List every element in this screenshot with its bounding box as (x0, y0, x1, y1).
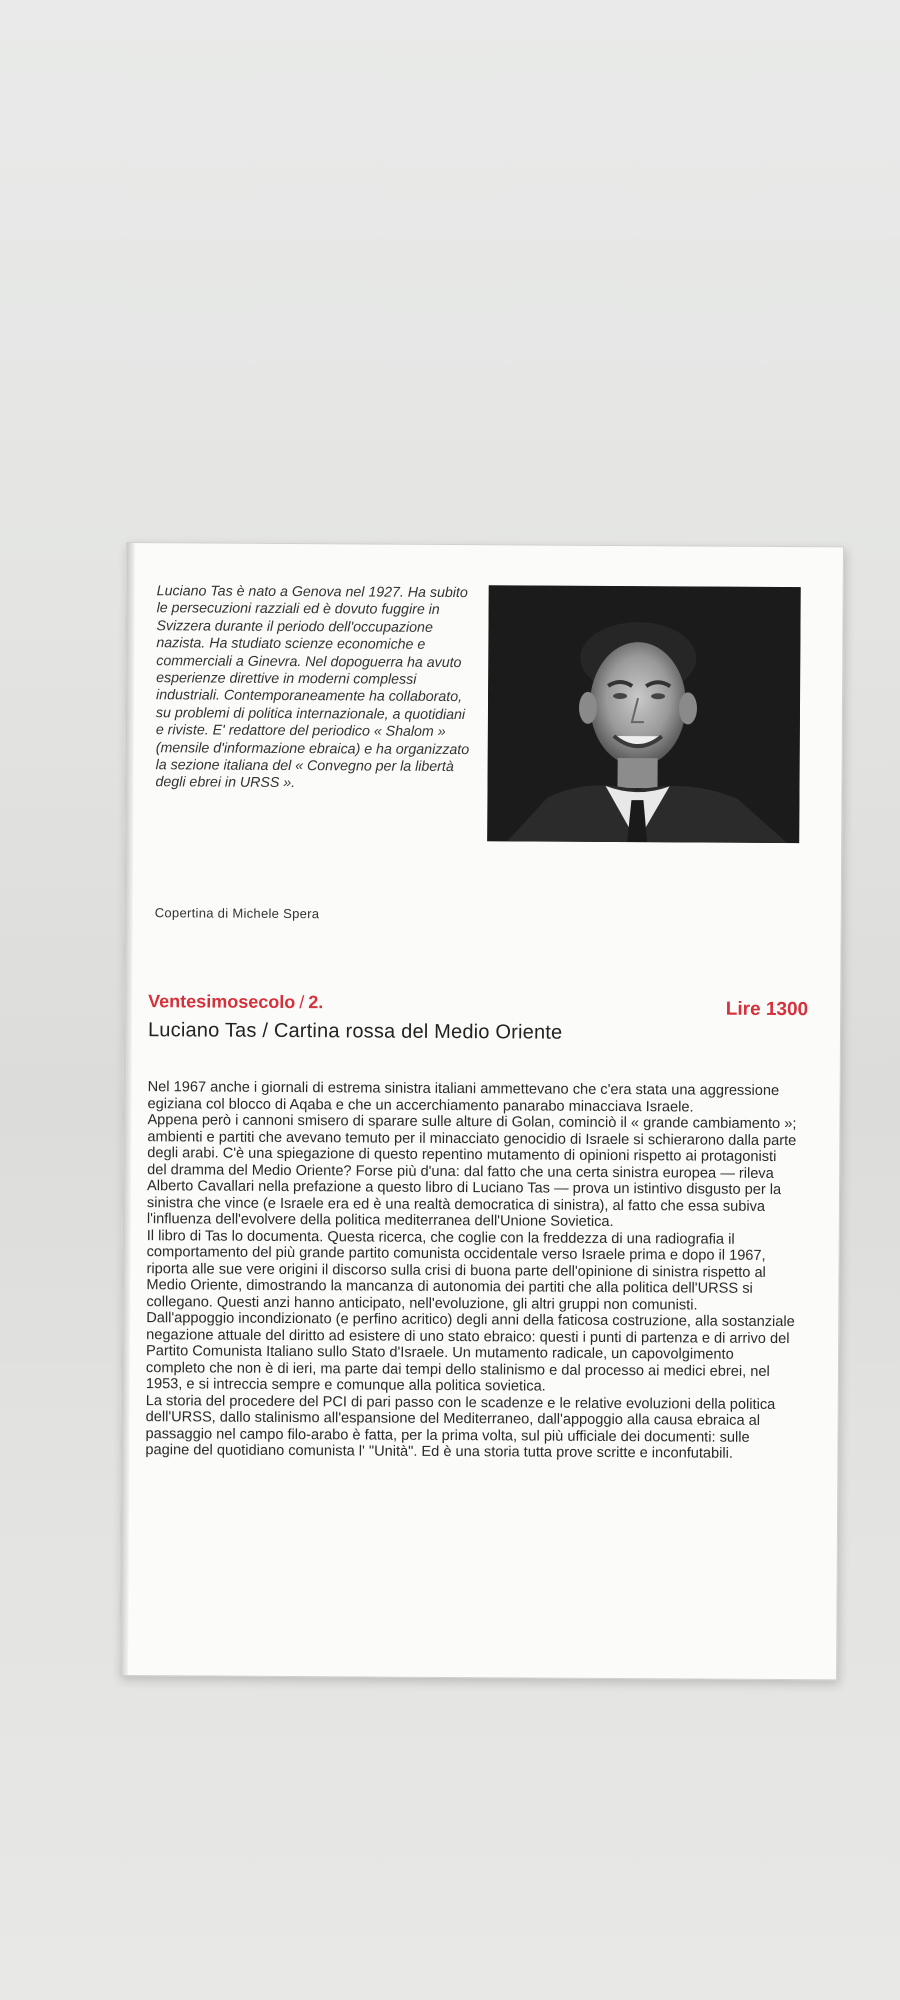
series-name: Ventesimosecolo (148, 991, 296, 1013)
book-back-cover (119, 542, 844, 1680)
book-title: Luciano Tas / Cartina rossa del Medio Oriente (147, 1019, 563, 1044)
series-label (148, 991, 323, 1013)
series-number: 2. (308, 992, 324, 1013)
blurb-text (145, 1079, 797, 1462)
author-photo (487, 585, 801, 843)
author-portrait-image (487, 585, 801, 843)
blurb-paragraph: Dall'appoggio incondizionato (e perfino acritico) degli anni della faticosa costruzione, alla sostanziale negazione attuale del diritto ad esistere di uno stato ebraico: questi i punti di partenza e di arrivo del Partito Comunista Italiano sullo Stato d'Israele. Un mutamento radicale, un capovolgimento completo che non è di ieri, ma parte dai tempi dello stalinismo e dal processo ai medici ebrei, nel 1953, e si intreccia sempre e comunque alla politica sovietica. (145, 1310, 795, 1395)
author-bio: Luciano Tas è nato a Genova nel 1927. Ha subito le persecuzioni razziali ed è dovuto fuggire in Svizzera durante il periodo dell'occupazione nazista. Ha studiato scienze economiche e commerciali a Ginevra. Nel dopoguerra ha avuto esperienze direttive in moderni complessi industriali. Contemporaneamente ha collaborato, su problemi di politica internazionale, a quotidiani e riviste. E' redattore del periodico « Shalom » (mensile d'informazione ebraica) e ha organizzato la sezione italiana del « Convegno per la libertà degli ebrei in URSS ». (155, 583, 470, 792)
blurb-paragraph: Il libro di Tas lo documenta. Questa ricerca, che coglie con la freddezza di una radiografia il comportamento del più grande partito comunista occidentale verso Israele prima e dopo il 1967, riporta alle sue vere origini il discorso sulla crisi di buona parte dell'opinione di sinistra rispetto al Medio Oriente, dimostrando la mancanza di autonomia dei partiti che alla politica dell'URSS si collegano. Questi anzi hanno anticipato, nell'evoluzione, gli altri gruppi non comunisti. (146, 1227, 766, 1314)
blurb-paragraph: Nel 1967 anche i giornali di estrema sinistra italiani ammettevano che c'era stata una aggressione egiziana col blocco di Aqaba e che un accerchiamento panarabo minacciava Israele. (147, 1079, 780, 1115)
cover-credit: Copertina di Michele Spera (154, 905, 320, 922)
series-separator: / (299, 992, 305, 1013)
price-label: Lire 1300 (725, 998, 809, 1021)
blurb-paragraph: La storia del procedere del PCI di pari passo con le scadenze e le relative evoluzioni della politica dell'URSS, dallo stalinismo all'espansione del Mediterraneo, dall'appoggio alla causa ebraica al passaggio nel campo filo-arabo è fatta, per la prima volta, sul più ufficiale dei documenti: sulle pagine del quotidiano comunista l' "Unità". Ed è una storia tutta prove scritte e inconfutabili. (145, 1392, 776, 1462)
spine-edge (120, 543, 135, 1675)
blurb-paragraph: Appena però i cannoni smisero di sparare sulle alture di Golan, cominciò il « grande cambiamento »; ambienti e partiti che avevano temuto per il minacciato genocidio di Israele si schierarono dalla parte degli arabi. C'è una spiegazione di questo repentino mutamento di opinioni rispetto ai protagonisti del dramma del Medio Oriente? Forse più d'una: dal fatto che una certa sinistra europea — rileva Alberto Cavallari nella prefazione a questo libro di Luciano Tas — prova un istintivo disgusto per la sinistra che vince (e Israele era ed è una realtà democratica di sinistra), al fatto che essa subiva l'influenza dell'evolvere della politica mediterranea dell'Unione Sovietica. (146, 1112, 797, 1230)
